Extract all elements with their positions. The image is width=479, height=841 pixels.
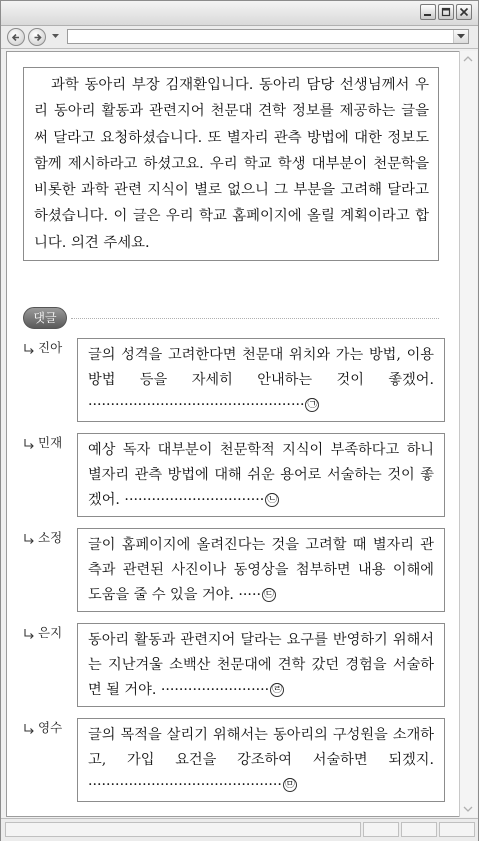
comment-marker: ㉤: [284, 779, 295, 790]
address-dropdown-button[interactable]: [453, 30, 468, 43]
title-bar: [1, 1, 478, 26]
comment-text: 글이 홈페이지에 올려진다는 것을 고려할 때 별자리 관측과 관련된 사진이나 동영상을 첨부하면 내용 이해에 도움을 줄 수 있을 거야.: [88, 537, 434, 603]
maximize-button[interactable]: [438, 4, 454, 20]
reply-arrow-icon: [23, 533, 35, 545]
scroll-up-icon[interactable]: [462, 53, 474, 65]
back-button[interactable]: [7, 28, 25, 46]
maximize-icon: [441, 7, 451, 17]
comment-marker: ㉠: [307, 399, 318, 410]
comment-box: [77, 718, 445, 802]
dotted-leader: ························: [156, 682, 270, 698]
dotted-leader: ···········································: [88, 777, 282, 793]
comment-text: 예상 독자 대부분이 천문학적 지식이 부족하다고 하니 별자리 관측 방법에 대해 쉬운 용어로 서술하는 것이 좋겠어.: [88, 442, 434, 508]
comment-marker: ㉣: [272, 684, 283, 695]
comment-text: 글의 목적을 살리기 위해서는 동아리의 구성원을 소개하고, 가입 요건을 강조하여 서술하면 되겠지.: [88, 727, 434, 768]
comment-marker: ㉡: [267, 494, 278, 505]
comment-box: [77, 338, 445, 422]
back-arrow-icon: [11, 32, 22, 43]
reply-arrow-icon: [23, 723, 35, 735]
author-name: 진아: [38, 340, 63, 355]
forward-button[interactable]: [28, 28, 46, 46]
navigation-bar: [1, 26, 478, 49]
chevron-down-icon: [457, 34, 465, 39]
comment-author: [23, 718, 62, 736]
scroll-down-icon[interactable]: [462, 803, 474, 815]
reply-divider: [71, 318, 439, 319]
status-segment: [363, 822, 399, 837]
comment-author: [23, 528, 62, 546]
author-name: 민재: [38, 435, 63, 450]
page-content: [6, 51, 460, 817]
comment-author: [23, 338, 62, 356]
forward-arrow-icon: [32, 32, 43, 43]
author-name: 소정: [38, 530, 63, 545]
minimize-button[interactable]: [420, 4, 436, 20]
reply-badge[interactable]: 댓글: [23, 307, 67, 329]
reply-header: [23, 307, 439, 331]
close-icon: [459, 7, 469, 17]
comment-marker: ㉢: [263, 589, 274, 600]
comment-author: [23, 623, 62, 641]
minimize-icon: [423, 7, 433, 17]
comment-text: 동아리 활동과 관련지어 달라는 요구를 반영하기 위해서는 지난겨울 소백산 천문대에 견학 갔던 경험을 서술하면 될 거야.: [88, 632, 434, 698]
status-main: [5, 822, 361, 837]
status-segment: [401, 822, 437, 837]
history-dropdown-icon[interactable]: [52, 34, 59, 39]
dotted-leader: ·······························: [119, 492, 265, 508]
post-text: 과학 동아리 부장 김재환입니다. 동아리 담당 선생님께서 우리 동아리 활동과 관련지어 천문대 견학 정보를 제공하는 글을 써 달라고 요청하셨습니다. 또 별자리 관측 방법에 대한 정보도 함께 제시하라고 하셨고요. 우리 학교 학생 대부분이 천문학을 비롯한 과학 관련 지식이 별로 없으니 그 부분을 고려해 달라고 하셨습니다. 이 글은 우리 학교 홈페이지에 올릴 계획이라고 합니다. 의견 주세요.: [34, 77, 429, 251]
status-bar: [1, 818, 478, 841]
reply-arrow-icon: [23, 628, 35, 640]
comment-box: [77, 528, 445, 612]
address-bar[interactable]: [67, 29, 469, 44]
dotted-leader: ················································: [88, 397, 305, 413]
author-name: 은지: [38, 625, 63, 640]
dotted-leader: ·····: [233, 587, 261, 603]
vertical-scrollbar[interactable]: [459, 51, 477, 817]
comment-box: [77, 623, 445, 707]
reply-arrow-icon: [23, 438, 35, 450]
comment-text: 글의 성격을 고려한다면 천문대 위치와 가는 방법, 이용 방법 등을 자세히 안내하는 것이 좋겠어.: [88, 347, 434, 388]
author-name: 영수: [38, 720, 63, 735]
post-body: [23, 67, 439, 261]
status-segment: [439, 822, 475, 837]
reply-arrow-icon: [23, 343, 35, 355]
comment-box: [77, 433, 445, 517]
close-button[interactable]: [456, 4, 472, 20]
comment-author: [23, 433, 62, 451]
